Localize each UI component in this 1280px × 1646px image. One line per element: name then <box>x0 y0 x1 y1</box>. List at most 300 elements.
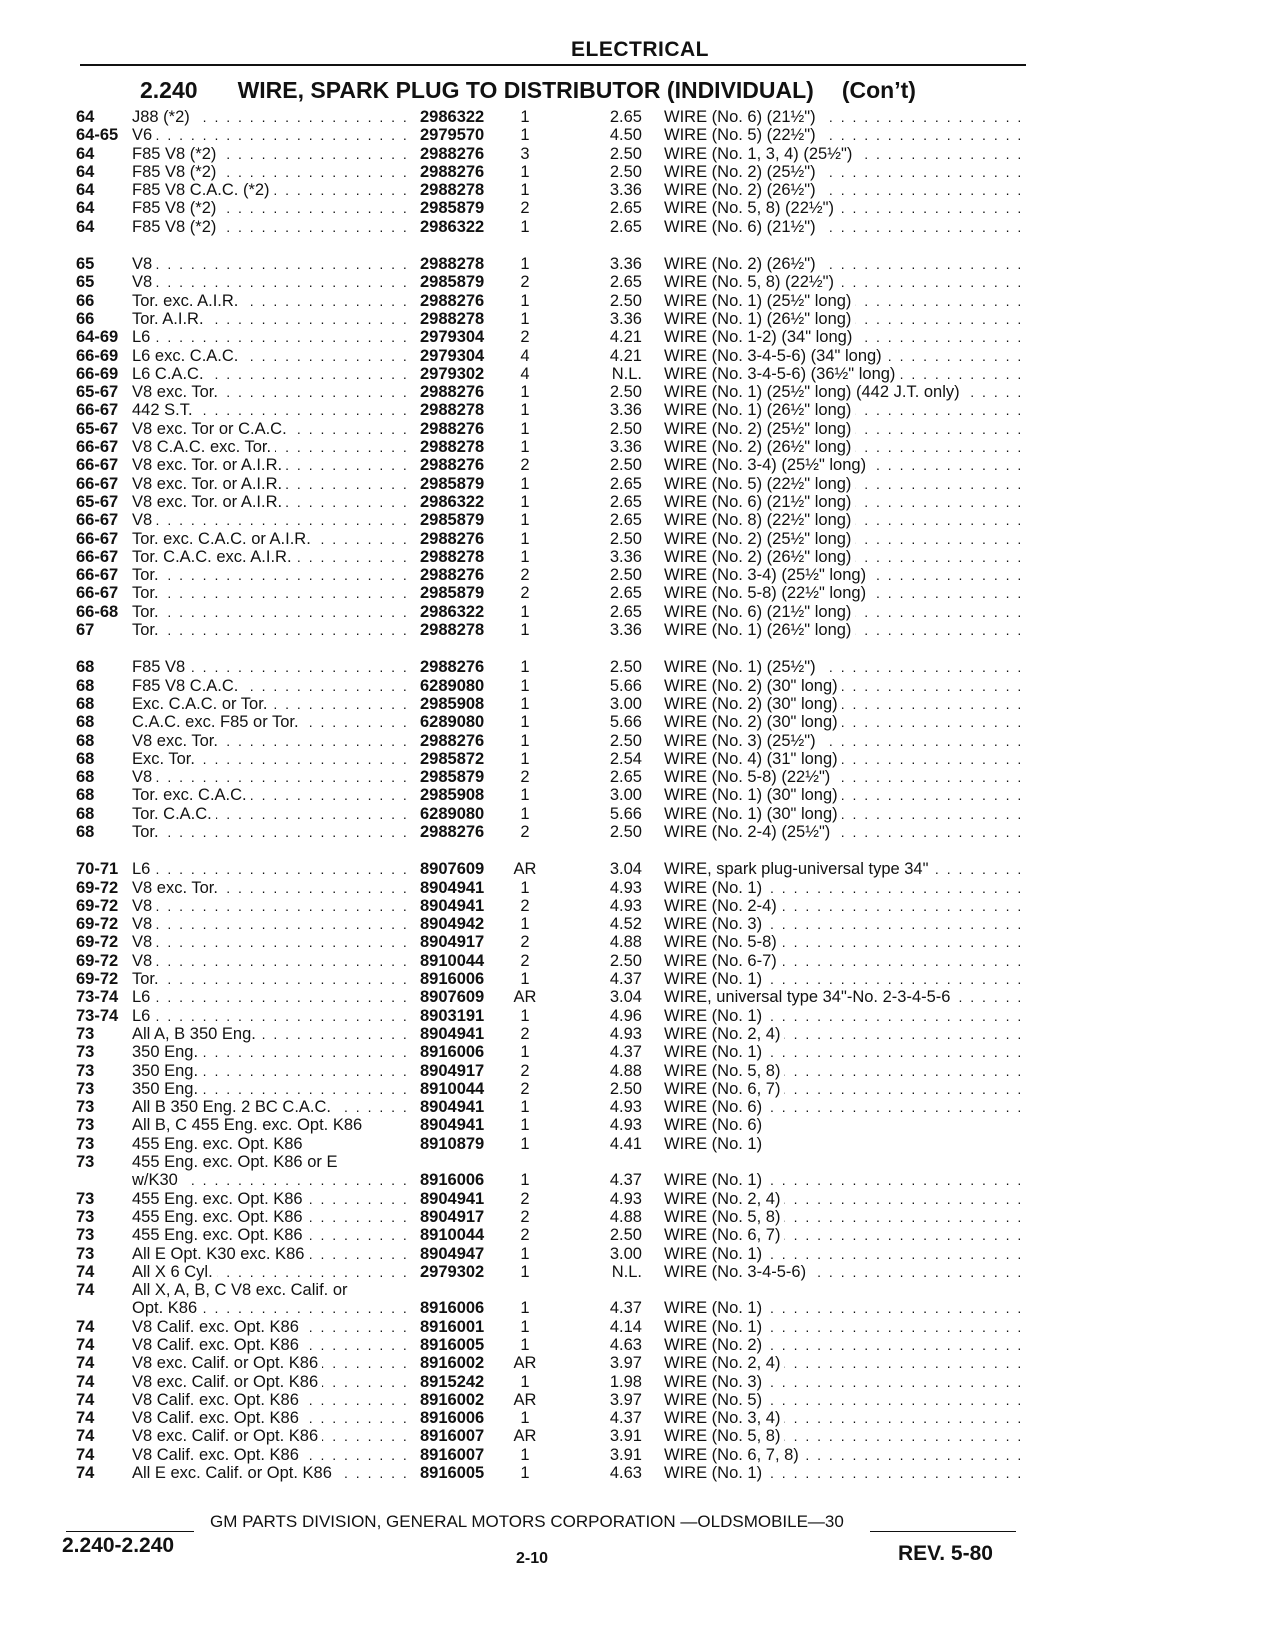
model-application-text: All E exc. Calif. or Opt. K86 <box>132 1464 336 1482</box>
model-application <box>132 1226 407 1244</box>
table-row <box>0 1226 1280 1244</box>
part-description-text: WIRE (No. 2) (25½" long) <box>664 420 855 438</box>
part-description <box>664 1190 1026 1208</box>
table-row <box>0 401 1280 419</box>
header-rule <box>80 64 1026 66</box>
year-range: 68 <box>76 713 95 732</box>
model-application <box>132 1171 407 1189</box>
part-number: 2979304 <box>420 328 485 347</box>
part-description <box>664 347 1026 365</box>
quantity: 1 <box>520 1372 530 1391</box>
part-number: 2986322 <box>420 602 485 621</box>
part-number: 2988276 <box>420 162 485 181</box>
part-description <box>664 658 1026 676</box>
part-description <box>664 603 1026 621</box>
part-description <box>664 420 1026 438</box>
price: 4.37 <box>609 1409 642 1428</box>
quantity: 2 <box>520 1207 530 1226</box>
quantity: 1 <box>520 1464 530 1483</box>
part-number: 8910044 <box>420 1079 485 1098</box>
table-row <box>0 750 1280 768</box>
table-row <box>0 1299 1280 1317</box>
table-row <box>0 879 1280 897</box>
table-row <box>0 181 1280 199</box>
table-row <box>0 1245 1280 1263</box>
model-application <box>132 420 407 438</box>
price: 4.37 <box>609 1171 642 1190</box>
model-application <box>132 915 407 933</box>
part-description <box>664 328 1026 346</box>
year-range: 73 <box>76 1189 95 1208</box>
part-description-text: WIRE (No. 5, 8) (22½") <box>664 273 838 291</box>
part-number: 2985879 <box>420 474 485 493</box>
year-range: 68 <box>76 786 95 805</box>
footer-rule-right <box>870 1531 1016 1532</box>
quantity: 1 <box>520 1336 530 1354</box>
part-description-text: WIRE (No. 1) (26½" long) <box>664 401 855 419</box>
part-description <box>664 860 1026 878</box>
part-description <box>664 108 1026 126</box>
table-row <box>0 1171 1280 1189</box>
model-application-text: w/K30 <box>132 1171 182 1189</box>
table-row <box>0 1025 1280 1043</box>
price: 2.50 <box>609 822 642 841</box>
part-number: 2988276 <box>420 144 485 163</box>
part-number: 8904917 <box>420 1207 485 1226</box>
model-application <box>132 108 407 126</box>
quantity: 2 <box>520 1226 530 1245</box>
year-range: 68 <box>76 694 95 713</box>
model-application-text: Tor. <box>132 970 163 988</box>
model-application <box>132 933 407 951</box>
part-number: 2979570 <box>420 126 485 145</box>
model-application-text: V8 Calif. exc. Opt. K86 <box>132 1409 303 1427</box>
year-range: 66-67 <box>76 401 119 420</box>
model-application <box>132 493 407 511</box>
part-description <box>664 1446 1026 1464</box>
price: 4.93 <box>609 1098 642 1117</box>
price: N.L. <box>611 1262 642 1281</box>
part-number: 2988276 <box>420 456 485 475</box>
part-description-text: WIRE (No. 2) (25½" long) <box>664 530 855 548</box>
quantity: 1 <box>520 1262 530 1281</box>
table-row <box>0 658 1280 676</box>
table-row <box>0 475 1280 493</box>
quantity: 1 <box>520 291 530 310</box>
quantity: 2 <box>520 456 530 475</box>
year-range: 66-67 <box>76 566 119 585</box>
part-number: 2988278 <box>420 438 485 457</box>
part-description-text: WIRE (No. 2) (26½" long) <box>664 548 855 566</box>
part-number: 2979304 <box>420 346 485 365</box>
price: 4.93 <box>609 878 642 897</box>
part-number: 8903191 <box>420 1006 485 1025</box>
price: 4.50 <box>609 126 642 145</box>
model-application-text: L6 <box>132 860 154 878</box>
part-description-text: WIRE (No. 2-4) <box>664 897 781 915</box>
year-range: 64 <box>76 162 95 181</box>
part-number: 8904941 <box>420 896 485 915</box>
part-description-text: WIRE (No. 3) <box>664 1373 766 1391</box>
price: 2.50 <box>609 162 642 181</box>
footer-group-range: 2.240-2.240 <box>62 1534 175 1557</box>
part-description <box>664 1116 1026 1134</box>
quantity: 2 <box>520 1079 530 1098</box>
year-range: 66-69 <box>76 346 119 365</box>
model-application <box>132 1043 407 1061</box>
quantity: 1 <box>520 217 530 236</box>
model-application <box>132 713 407 731</box>
part-description <box>664 401 1026 419</box>
price: 5.66 <box>609 676 642 695</box>
year-range: 74 <box>76 1427 95 1446</box>
part-number: 8916006 <box>420 1299 485 1318</box>
table-row <box>0 1263 1280 1281</box>
price: 3.36 <box>609 438 642 457</box>
model-application-text: Tor. exc. A.I.R. <box>132 292 242 310</box>
part-number: 2988276 <box>420 383 485 402</box>
model-application <box>132 1080 407 1098</box>
price: 1.98 <box>609 1372 642 1391</box>
year-range: 69-72 <box>76 896 119 915</box>
quantity: 1 <box>520 383 530 402</box>
part-description-text: WIRE (No. 5) <box>664 1391 766 1409</box>
quantity: 1 <box>520 1445 530 1464</box>
part-number: 2988276 <box>420 731 485 750</box>
price: 4.93 <box>609 1189 642 1208</box>
quantity: 2 <box>520 584 530 603</box>
model-application-text: V8 <box>132 255 156 273</box>
group-number: 2.240 <box>140 77 198 103</box>
table-row <box>0 1043 1280 1061</box>
part-number: 8907609 <box>420 988 485 1007</box>
model-application-text: Opt. K86 <box>132 1299 201 1317</box>
part-description <box>664 1098 1026 1116</box>
part-description-text: WIRE (No. 6) (21½") <box>664 218 820 236</box>
table-row <box>0 952 1280 970</box>
part-number: 2985879 <box>420 768 485 787</box>
quantity: 1 <box>520 970 530 989</box>
part-description-text: WIRE (No. 1) (26½" long) <box>664 310 855 328</box>
part-description-text: WIRE (No. 2-4) (25½") <box>664 823 834 841</box>
part-description-text: WIRE (No. 5-8) (22½" long) <box>664 584 870 602</box>
quantity: 2 <box>520 768 530 787</box>
part-number: 2985879 <box>420 199 485 218</box>
model-application-text: All B 350 Eng. 2 BC C.A.C. <box>132 1098 335 1116</box>
model-application <box>132 1336 407 1354</box>
model-application <box>132 1135 407 1153</box>
model-application-text: V8 <box>132 273 156 291</box>
quantity: 1 <box>520 255 530 274</box>
model-application-text: F85 V8 (*2) <box>132 145 220 163</box>
price: 3.91 <box>609 1445 642 1464</box>
table-row <box>0 548 1280 566</box>
model-application-text: Tor. C.A.C. exc. A.I.R. <box>132 548 296 566</box>
price: 4.63 <box>609 1336 642 1354</box>
part-description-text: WIRE (No. 3) (25½") <box>664 732 820 750</box>
part-description-text: WIRE (No. 1) (30" long) <box>664 805 842 823</box>
part-description-text: WIRE (No. 1) <box>664 970 766 988</box>
model-application <box>132 1208 407 1226</box>
part-description <box>664 750 1026 768</box>
table-row <box>0 218 1280 236</box>
table-row <box>0 420 1280 438</box>
part-number: 8915242 <box>420 1372 485 1391</box>
price: 2.65 <box>609 768 642 787</box>
table-row <box>0 1318 1280 1336</box>
part-number: 8916005 <box>420 1336 485 1354</box>
quantity: 1 <box>520 419 530 438</box>
quantity: 1 <box>520 1317 530 1336</box>
model-application <box>132 1318 407 1336</box>
part-number: 8904941 <box>420 1189 485 1208</box>
model-application <box>132 786 407 804</box>
quantity: 2 <box>520 199 530 218</box>
part-number: 2988278 <box>420 181 485 200</box>
dot-leader <box>132 952 407 970</box>
part-description <box>664 1464 1026 1482</box>
quantity: 1 <box>520 1006 530 1025</box>
part-number: 8916007 <box>420 1427 485 1446</box>
model-application-text: V8 Calif. exc. Opt. K86 <box>132 1446 303 1464</box>
year-range: 66-67 <box>76 456 119 475</box>
quantity: 1 <box>520 401 530 420</box>
part-description-text: WIRE (No. 1) <box>664 1007 766 1025</box>
quantity: 1 <box>520 731 530 750</box>
part-description <box>664 805 1026 823</box>
year-range: 74 <box>76 1409 95 1428</box>
part-description-text: WIRE (No. 5) (22½") <box>664 126 820 144</box>
part-description <box>664 1299 1026 1317</box>
model-application-text: Exc. C.A.C. or Tor. <box>132 695 271 713</box>
model-application-text: Tor. A.I.R. <box>132 310 208 328</box>
year-range: 64 <box>76 108 95 126</box>
model-application-text: 455 Eng. exc. Opt. K86 <box>132 1135 307 1153</box>
part-number: 2985879 <box>420 584 485 603</box>
part-number: 8916005 <box>420 1464 485 1483</box>
quantity: AR <box>513 860 537 879</box>
model-application <box>132 475 407 493</box>
price: 4.21 <box>609 346 642 365</box>
year-range: 65 <box>76 273 95 292</box>
quantity: 4 <box>520 364 530 383</box>
year-range: 68 <box>76 658 95 677</box>
year-range: 74 <box>76 1464 95 1483</box>
year-range: 73 <box>76 1244 95 1263</box>
dot-leader <box>132 897 407 915</box>
parts-table <box>0 108 1280 1482</box>
year-range: 73-74 <box>76 1006 119 1025</box>
part-number: 8916006 <box>420 1171 485 1190</box>
part-number: 8904942 <box>420 915 485 934</box>
model-application <box>132 584 407 602</box>
quantity: 1 <box>520 181 530 200</box>
part-description-text: WIRE (No. 2) (30" long) <box>664 713 842 731</box>
price: 2.65 <box>609 273 642 292</box>
part-description <box>664 768 1026 786</box>
price: 2.65 <box>609 511 642 530</box>
part-number: 2985908 <box>420 786 485 805</box>
year-range: 68 <box>76 749 95 768</box>
quantity: 1 <box>520 1098 530 1117</box>
year-range: 65-67 <box>76 492 119 511</box>
part-description <box>664 475 1026 493</box>
price: N.L. <box>611 364 642 383</box>
year-range: 64 <box>76 217 95 236</box>
part-description <box>664 1208 1026 1226</box>
part-description-text: WIRE (No. 1) <box>664 1043 766 1061</box>
year-range: 66 <box>76 291 95 310</box>
model-application-text: 350 Eng. <box>132 1062 202 1080</box>
part-description <box>664 365 1026 383</box>
price: 4.63 <box>609 1464 642 1483</box>
model-application <box>132 970 407 988</box>
part-description-text: WIRE (No. 2) (30" long) <box>664 695 842 713</box>
table-row <box>0 970 1280 988</box>
table-row <box>0 677 1280 695</box>
model-application-text: L6 C.A.C. <box>132 365 208 383</box>
price: 2.65 <box>609 474 642 493</box>
quantity: 2 <box>520 933 530 952</box>
part-description-text: WIRE (No. 3-4) (25½" long) <box>664 566 870 584</box>
model-application <box>132 126 407 144</box>
dot-leader <box>132 860 407 878</box>
model-application-text: 350 Eng. <box>132 1080 202 1098</box>
year-range: 67 <box>76 621 95 640</box>
table-row <box>0 126 1280 144</box>
model-application-text: 455 Eng. exc. Opt. K86 <box>132 1208 307 1226</box>
part-description-text: WIRE (No. 1, 3, 4) (25½") <box>664 145 856 163</box>
year-range: 69-72 <box>76 951 119 970</box>
model-application-text: V8 exc. Calif. or Opt. K86 <box>132 1373 322 1391</box>
year-range: 66-68 <box>76 602 119 621</box>
price: 2.50 <box>609 419 642 438</box>
model-application-text: V8 exc. Tor or C.A.C. <box>132 420 291 438</box>
model-application <box>132 218 407 236</box>
part-description <box>664 1318 1026 1336</box>
table-row <box>0 860 1280 878</box>
year-range: 73 <box>76 1079 95 1098</box>
model-application <box>132 952 407 970</box>
dot-leader <box>132 126 407 144</box>
part-description-text: WIRE (No. 6) (21½" long) <box>664 493 855 511</box>
dot-leader <box>132 566 407 584</box>
part-number: 8904917 <box>420 1061 485 1080</box>
model-application-text: F85 V8 (*2) <box>132 218 220 236</box>
part-description-text: WIRE (No. 4) (31" long) <box>664 750 842 768</box>
model-application <box>132 860 407 878</box>
table-row <box>0 365 1280 383</box>
model-application-text: F85 V8 C.A.C. (*2) <box>132 181 274 199</box>
part-description <box>664 181 1026 199</box>
model-application-text: V8 exc. Tor. or A.I.R. <box>132 456 286 474</box>
model-application <box>132 1373 407 1391</box>
revision-label: REV. 5-80 <box>898 1542 993 1565</box>
continued-label: (Con’t) <box>841 77 916 103</box>
part-description-text: WIRE (No. 5) (22½" long) <box>664 475 855 493</box>
part-description-text: WIRE (No. 1) (25½" long) <box>664 292 855 310</box>
part-description-text: WIRE (No. 6-7) <box>664 952 781 970</box>
model-application <box>132 1025 407 1043</box>
table-row <box>0 621 1280 639</box>
table-row <box>0 347 1280 365</box>
quantity: 1 <box>520 162 530 181</box>
part-description <box>664 126 1026 144</box>
year-range: 66-67 <box>76 529 119 548</box>
table-row <box>0 1116 1280 1134</box>
model-application-text: All X, A, B, C V8 exc. Calif. or <box>132 1281 352 1299</box>
model-application-text: Tor. <box>132 566 163 584</box>
part-description-text: WIRE (No. 2) (25½") <box>664 163 820 181</box>
table-row <box>0 1190 1280 1208</box>
table-row <box>0 1391 1280 1409</box>
price: 2.50 <box>609 1226 642 1245</box>
part-number: 8904947 <box>420 1244 485 1263</box>
table-row <box>0 1208 1280 1226</box>
part-description-text <box>664 1281 668 1299</box>
part-number: 8916002 <box>420 1390 485 1409</box>
part-description <box>664 879 1026 897</box>
table-row <box>0 1135 1280 1153</box>
part-description <box>664 1245 1026 1263</box>
part-description <box>664 199 1026 217</box>
table-row <box>0 1446 1280 1464</box>
model-application-text: F85 V8 (*2) <box>132 163 220 181</box>
model-application-text: 455 Eng. exc. Opt. K86 or E <box>132 1153 341 1171</box>
year-range: 74 <box>76 1317 95 1336</box>
model-application <box>132 145 407 163</box>
model-application-text: V8 <box>132 768 156 786</box>
part-description-text: WIRE (No. 1-2) (34" long) <box>664 328 856 346</box>
model-application-text: Tor. exc. C.A.C. or A.I.R. <box>132 530 315 548</box>
part-number: 8904941 <box>420 1098 485 1117</box>
model-application <box>132 1263 407 1281</box>
table-row <box>0 603 1280 621</box>
part-description-text: WIRE (No. 3-4-5-6) <box>664 1263 810 1281</box>
part-description-text <box>664 1153 668 1171</box>
dot-leader <box>132 988 407 1006</box>
quantity: 1 <box>520 547 530 566</box>
quantity: 2 <box>520 1061 530 1080</box>
quantity: 1 <box>520 1244 530 1263</box>
group-heading <box>140 77 916 104</box>
table-row <box>0 768 1280 786</box>
model-application-text: 455 Eng. exc. Opt. K86 <box>132 1190 307 1208</box>
model-application <box>132 1427 407 1445</box>
part-number: 2986322 <box>420 108 485 126</box>
model-application-text: F85 V8 C.A.C. <box>132 677 242 695</box>
model-application <box>132 695 407 713</box>
dot-leader <box>132 915 407 933</box>
table-row <box>0 310 1280 328</box>
part-description <box>664 732 1026 750</box>
year-range: 64-69 <box>76 328 119 347</box>
price: 4.41 <box>609 1134 642 1153</box>
dot-leader <box>132 603 407 621</box>
model-application-text: All B, C 455 Eng. exc. Opt. K86 <box>132 1116 366 1134</box>
part-description-text: WIRE (No. 5-8) (22½") <box>664 768 834 786</box>
table-row <box>0 530 1280 548</box>
price: 2.50 <box>609 291 642 310</box>
part-description-text: WIRE (No. 1) <box>664 1245 766 1263</box>
part-description-text: WIRE, spark plug-universal type 34" <box>664 860 932 878</box>
price: 4.88 <box>609 1061 642 1080</box>
model-application <box>132 163 407 181</box>
quantity: 1 <box>520 878 530 897</box>
table-row <box>0 163 1280 181</box>
model-application-text: J88 (*2) <box>132 108 194 126</box>
part-description <box>664 255 1026 273</box>
